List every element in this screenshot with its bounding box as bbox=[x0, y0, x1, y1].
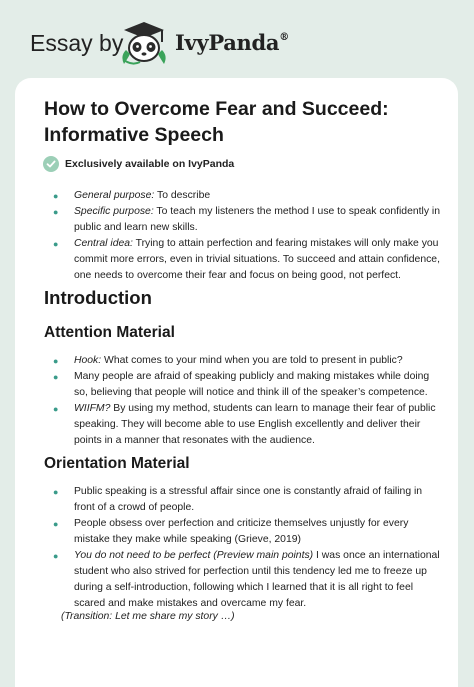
purpose-list bbox=[15, 188, 440, 284]
list-item: ● Many people are afraid of speaking publicly and making mistakes while doing so, believing that people will notice and think ill of the speaker’s competence. bbox=[53, 371, 430, 398]
list-item: ● Specific purpose: To teach my listeners the method I use to speak confidently in public and learn new skills. bbox=[53, 206, 441, 233]
bullet-icon: ● bbox=[53, 372, 59, 382]
bullet-icon: ● bbox=[53, 356, 59, 366]
bullet-icon: ● bbox=[53, 487, 59, 497]
checkmark-icon bbox=[43, 156, 59, 172]
attention-heading: Attention Material bbox=[44, 324, 175, 341]
page-title: How to Overcome Fear and Succeed: Informative Speech bbox=[44, 98, 389, 146]
introduction-heading: Introduction bbox=[44, 287, 152, 308]
ivypanda-logo-icon[interactable] bbox=[118, 20, 170, 66]
attention-list bbox=[15, 353, 440, 449]
list-item: ● You do not need to be perfect (Preview main points) I was once an international student who also strived for perfection until this tendency led me to freeze up during a self-introduction, following which I learned that it is all right to feel scared and make mistakes and overcame my fear. bbox=[53, 550, 440, 609]
bullet-icon: ● bbox=[53, 191, 59, 201]
bullet-icon: ● bbox=[53, 207, 59, 217]
list-item: ● Hook: What comes to your mind when you are told to present in public? bbox=[15, 353, 440, 369]
brand-name[interactable]: IvyPanda® bbox=[175, 30, 289, 55]
transition-note: (Transition: Let me share my story …) bbox=[61, 611, 235, 622]
document-card bbox=[15, 78, 458, 687]
orientation-list bbox=[15, 484, 440, 612]
bullet-icon: ● bbox=[53, 519, 59, 529]
orientation-heading: Orientation Material bbox=[44, 455, 190, 472]
bullet-icon: ● bbox=[53, 404, 59, 414]
exclusive-label: Exclusively available on IvyPanda bbox=[65, 158, 235, 170]
list-item: ● Public speaking is a stressful affair since one is constantly afraid of failing in front of a crowd of people. bbox=[53, 486, 423, 513]
page-header bbox=[0, 0, 474, 78]
bullet-icon: ● bbox=[53, 239, 59, 249]
list-item: ● Central idea: Trying to attain perfection and fearing mistakes will only make you commit more errors, even in trivial situations. To succeed and attain confidence, one needs to overcome their fear and focus on being good, not perfect. bbox=[53, 238, 440, 281]
essay-by-label: Essay by bbox=[30, 30, 124, 56]
list-item: ● WIIFM? By using my method, students can learn to manage their fear of public speaking. They will become able to use English excellently and deliver their points in a manner that resonates with the audience. bbox=[53, 403, 436, 446]
list-item: ● People obsess over perfection and criticize themselves unjustly for every mistake they make while speaking (Grieve, 2019) bbox=[53, 518, 409, 545]
list-item: ● General purpose: To describe bbox=[15, 188, 440, 204]
bullet-icon: ● bbox=[53, 551, 59, 561]
exclusive-badge bbox=[43, 155, 234, 173]
